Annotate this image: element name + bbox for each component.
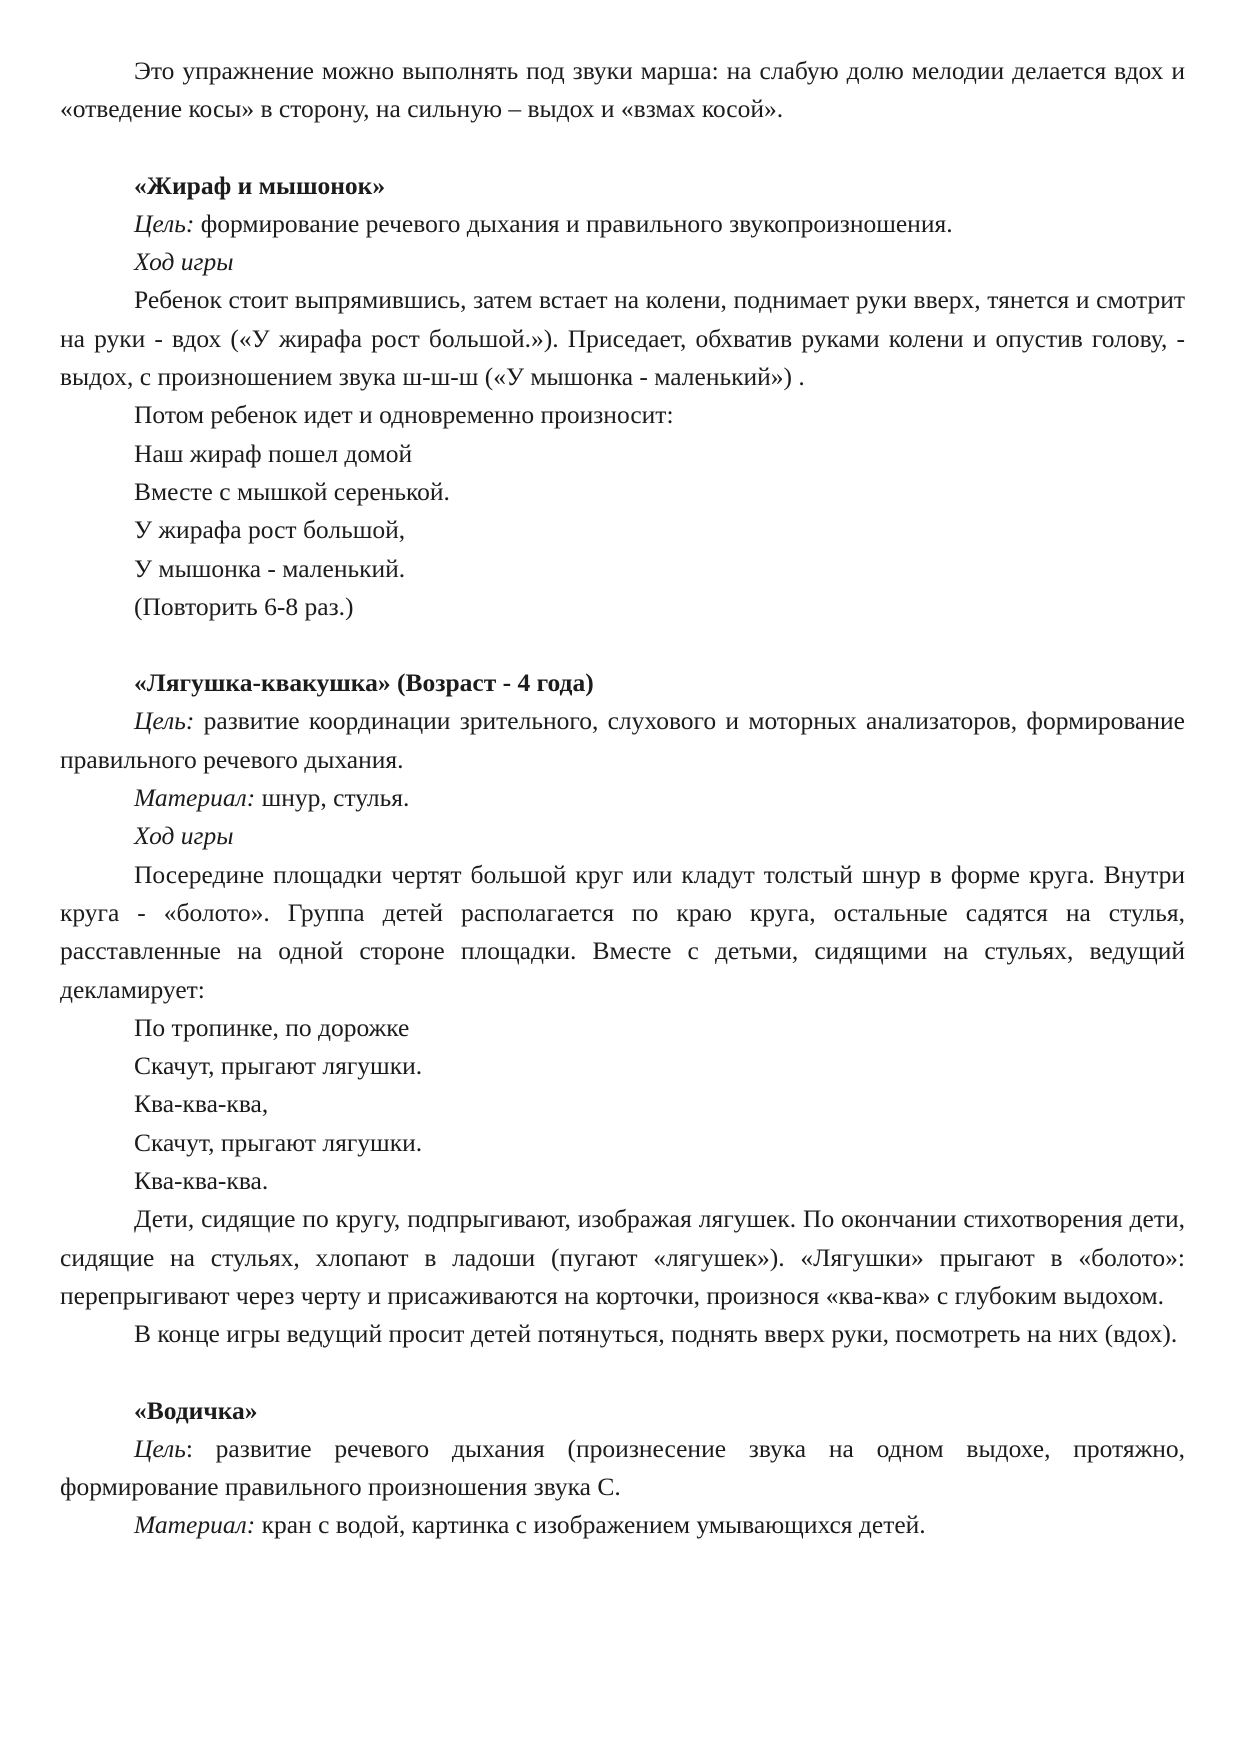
water-goal-label: Цель — [134, 1433, 186, 1463]
frog-after: Дети, сидящие по кругу, подпрыгивают, изображая лягушек. По окончании стихотворения дети, сидящие на стульях, хлопают в ладоши (пугают «лягушек»). «Лягушки» прыгают в «болото»: перепрыгивают через черту и присаживаются на корточки, произнося «ква-ква» с глубоким выдохом. — [60, 1204, 1185, 1310]
giraffe-poem-line: У жирафа рост большой, — [134, 515, 406, 545]
giraffe-course-label: Ход игры — [134, 247, 234, 277]
giraffe-section — [60, 167, 1185, 627]
giraffe-poem-line: Вместе с мышкой серенькой. — [134, 476, 450, 506]
frog-section — [60, 664, 1185, 1353]
giraffe-then: Потом ребенок идет и одновременно произносит: — [134, 400, 674, 430]
frog-goal-label: Цель: — [134, 706, 195, 736]
water-material-text: кран с водой, картинка с изображением умывающихся детей. — [255, 1510, 926, 1540]
section-gap — [60, 1354, 1185, 1392]
frog-title: «Лягушка-квакушка» (Возраст - 4 года) — [134, 668, 594, 698]
document-page — [60, 52, 1185, 1545]
water-material — [60, 1506, 1185, 1544]
giraffe-repeat: (Повторить 6-8 раз.) — [134, 591, 354, 621]
frog-poem-line: Скачут, прыгают лягушки. — [134, 1051, 423, 1081]
frog-poem-line: Ква-ква-ква, — [134, 1089, 269, 1119]
frog-material-text: шнур, стулья. — [255, 783, 410, 813]
giraffe-goal — [60, 205, 1185, 243]
giraffe-description: Ребенок стоит выпрямившись, затем встает на колени, поднимает руки вверх, тянется и смотрит на руки - вдох («У жирафа рост большой.»). Приседает, обхватив руками колени и опустив голову, - выдох, с произношением звука ш-ш-ш («У мышонка - маленький») . — [60, 285, 1185, 392]
water-section — [60, 1392, 1185, 1545]
section-gap — [60, 129, 1185, 167]
water-title: «Водичка» — [134, 1395, 258, 1425]
frog-poem-line: По тропинке, по дорожке — [134, 1012, 410, 1042]
frog-goal-text: развитие координации зрительного, слухового и моторных анализаторов, формирование правильного речевого дыхания. — [60, 706, 1185, 774]
giraffe-poem-line: У мышонка - маленький. — [134, 553, 406, 583]
frog-material — [60, 779, 1185, 817]
section-gap — [60, 626, 1185, 664]
frog-ending: В конце игры ведущий просит детей потянуться, поднять вверх руки, посмотреть на них (вдох). — [134, 1319, 1178, 1349]
frog-poem-line: Ква-ква-ква. — [134, 1166, 269, 1196]
frog-course-label: Ход игры — [134, 821, 234, 851]
frog-poem-line: Скачут, прыгают лягушки. — [134, 1127, 423, 1157]
water-goal — [60, 1430, 1185, 1507]
frog-material-label: Материал: — [134, 783, 256, 813]
frog-goal — [60, 702, 1185, 779]
giraffe-goal-label: Цель: — [134, 208, 195, 238]
giraffe-poem-line: Наш жираф пошел домой — [134, 438, 413, 468]
giraffe-title: «Жираф и мышонок» — [134, 170, 386, 200]
intro-paragraph: Это упражнение можно выполнять под звуки марша: на слабую долю мелодии делается вдох и «отведение косы» в сторону, на сильную – выдох и «взмах косой». — [60, 56, 1185, 124]
frog-description: Посередине площадки чертят большой круг или кладут толстый шнур в форме круга. Внутри круга - «болото». Группа детей располагается по краю круга, остальные садятся на стулья, расставленные на одной стороне площадки. Вместе с детьми, сидящими на стульях, ведущий декламирует: — [60, 859, 1185, 1004]
water-material-label: Материал: — [134, 1510, 256, 1540]
water-goal-text: : развитие речевого дыхания (произнесение звука на одном выдохе, протяжно, формирование правильного произношения звука С. — [60, 1433, 1185, 1502]
giraffe-goal-text: формирование речевого дыхания и правильного звукопроизношения. — [194, 208, 953, 238]
